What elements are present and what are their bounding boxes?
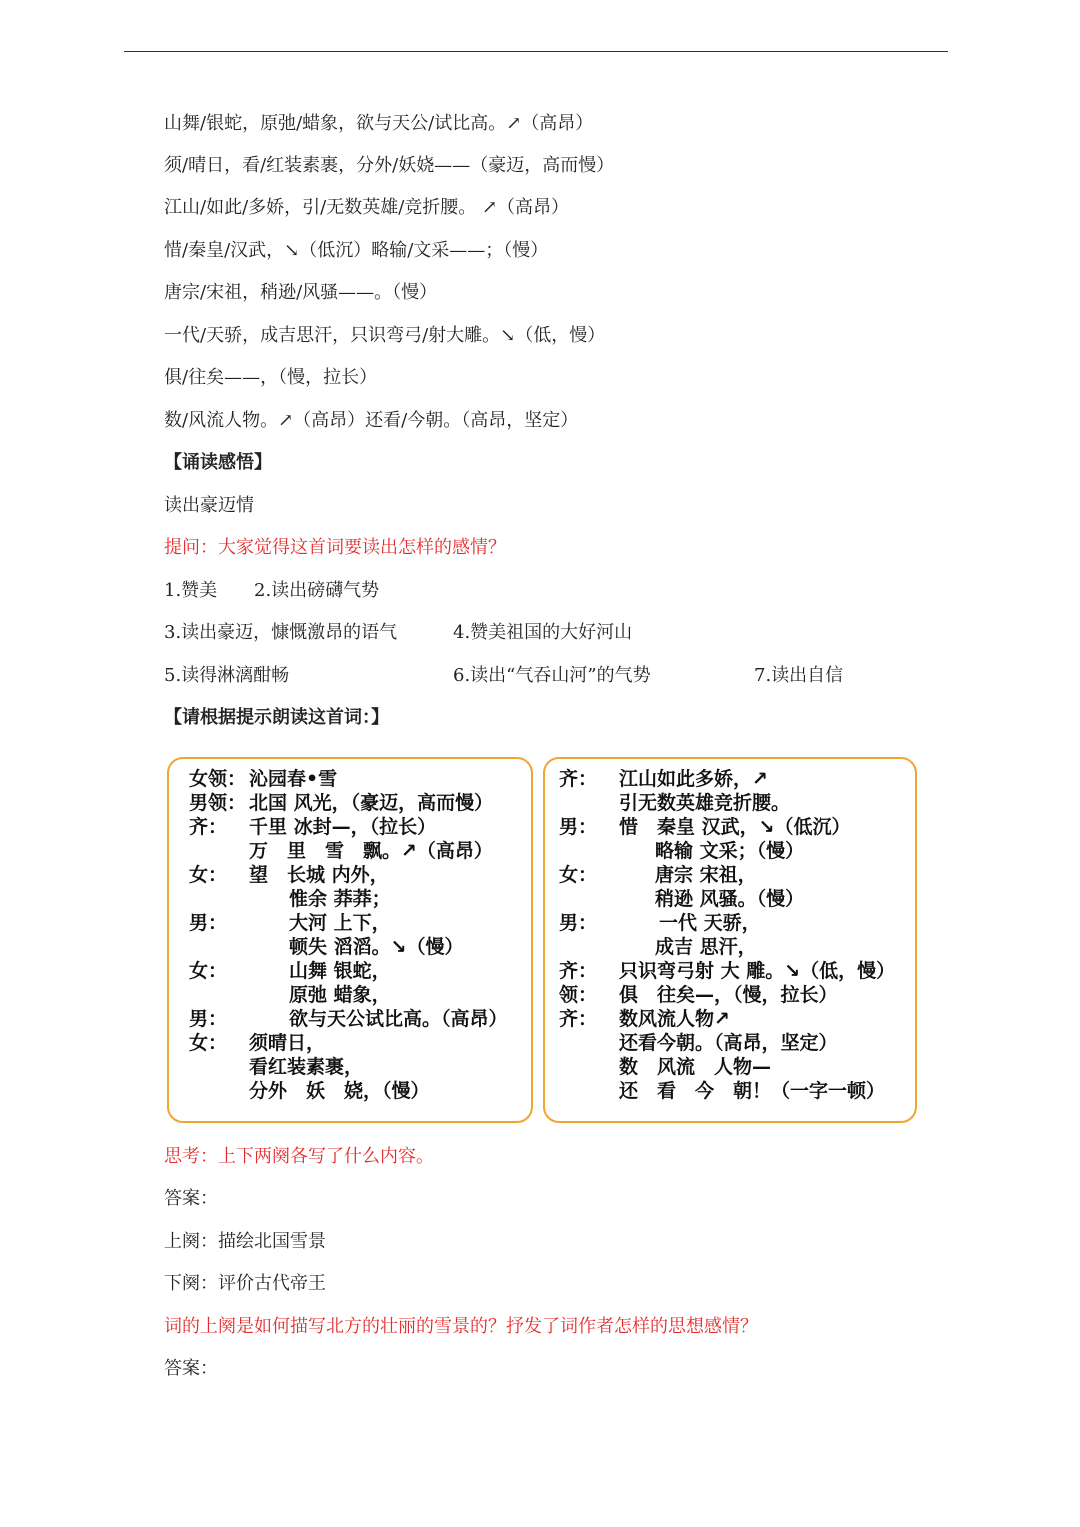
option-item: 3.读出豪迈，慷慨激昂的语气 <box>164 622 398 643</box>
answer-upper-stanza: 上阕：描绘北国雪景 <box>164 1231 326 1252</box>
guide-text: 欲与天公试比高。（高昂） <box>289 1008 508 1030</box>
reading-guide-box-left <box>167 757 533 1123</box>
poem-line: 山舞/银蛇，原弛/蜡象，欲与天公/试比高。↗（高昂） <box>164 113 594 134</box>
guide-text: 数风流人物↗ <box>619 1008 730 1030</box>
answer-label: 答案： <box>164 1188 218 1209</box>
reading-guide-box-right <box>543 757 917 1123</box>
speaker-label: 女： <box>189 1032 228 1054</box>
question-snow-scene: 词的上阕是如何描写北方的壮丽的雪景的？抒发了词作者怎样的思想感情？ <box>164 1316 758 1337</box>
guide-text: 一代 天骄， <box>659 912 761 934</box>
poem-line: 江山/如此/多娇，引/无数英雄/竞折腰。 ↗（高昂） <box>164 197 570 218</box>
guide-text: 略输 文采；（慢） <box>655 840 805 862</box>
guide-text: 引无数英雄竞折腰。 <box>619 792 791 814</box>
guide-text: 顿失 滔滔。↘（慢） <box>289 936 464 958</box>
guide-text: 成吉 思汗， <box>655 936 757 958</box>
header-rule <box>124 51 948 52</box>
guide-text: 望 长城 内外， <box>249 864 389 886</box>
guide-text: 大河 上下， <box>289 912 391 934</box>
guide-text: 惟余 莽莽； <box>289 888 391 910</box>
poem-line: 一代/天骄，成吉思汗，只识弯弓/射大雕。↘（低，慢） <box>164 325 606 346</box>
section-heading-recite: 【诵读感悟】 <box>164 452 272 473</box>
speaker-label: 男： <box>559 912 598 934</box>
speaker-label: 女领： <box>189 768 247 790</box>
guide-text: 分外 妖 娆，（慢） <box>249 1080 430 1102</box>
guide-text: 只识弯弓射 大 雕。↘（低，慢） <box>619 960 896 982</box>
speaker-label: 齐： <box>559 960 598 982</box>
option-item: 6.读出“气吞山河”的气势 <box>453 665 651 686</box>
guide-text: 原弛 蜡象， <box>289 984 391 1006</box>
section-heading-prompt: 【请根据提示朗读这首词：】 <box>164 707 389 728</box>
speaker-label: 领： <box>559 984 598 1006</box>
guide-text: 惜 秦皇 汉武，↘（低沉） <box>619 816 851 838</box>
option-item: 4.赞美祖国的大好河山 <box>453 622 633 643</box>
speaker-label: 齐： <box>189 816 228 838</box>
answer-label: 答案： <box>164 1358 218 1379</box>
poem-line: 唐宗/宋祖，稍逊/风骚——。（慢） <box>164 282 438 303</box>
guide-text: 唐宗 宋祖， <box>655 864 757 886</box>
speaker-label: 男： <box>559 816 598 838</box>
guide-text: 江山如此多娇，↗ <box>619 768 768 790</box>
speaker-label: 女： <box>189 864 228 886</box>
guide-text: 还看今朝。（高昂，坚定） <box>619 1032 838 1054</box>
guide-text: 还 看 今 朝！（一字一顿） <box>619 1080 886 1102</box>
poem-line: 数/风流人物。↗（高昂）还看/今朝。（高昂，坚定） <box>164 410 579 431</box>
answer-lower-stanza: 下阕：评价古代帝王 <box>164 1273 326 1294</box>
option-item: 1.赞美 <box>164 580 218 601</box>
poem-line: 惜/秦皇/汉武，↘（低沉）略输/文采——；（慢） <box>164 240 549 261</box>
speaker-label: 女： <box>559 864 598 886</box>
option-item: 7.读出自信 <box>754 665 844 686</box>
poem-line: 须/晴日，看/红装素裹，分外/妖娆——（豪迈，高而慢） <box>164 155 615 176</box>
guide-text: 山舞 银蛇， <box>289 960 391 982</box>
guide-text: 稍逊 风骚。（慢） <box>655 888 805 910</box>
question-feeling: 提问：大家觉得这首词要读出怎样的感情？ <box>164 537 506 558</box>
guide-text: 数 风流 人物— <box>619 1056 772 1078</box>
poem-line: 俱/往矣——，（慢，拉长） <box>164 367 378 388</box>
speaker-label: 女： <box>189 960 228 982</box>
guide-text: 沁园春•雪 <box>249 768 338 790</box>
guide-text: 俱 往矣—，（慢，拉长） <box>619 984 838 1006</box>
guide-text: 万 里 雪 飘。↗（高昂） <box>249 840 493 862</box>
speaker-label: 男领： <box>189 792 247 814</box>
option-item: 2.读出磅礴气势 <box>254 580 380 601</box>
question-content: 思考：上下两阕各写了什么内容。 <box>164 1146 434 1167</box>
speaker-label: 男： <box>189 912 228 934</box>
option-item: 5.读得淋漓酣畅 <box>164 665 290 686</box>
speaker-label: 齐： <box>559 768 598 790</box>
speaker-label: 齐： <box>559 1008 598 1030</box>
guide-text: 看红装素裹， <box>249 1056 364 1078</box>
read-feeling-text: 读出豪迈情 <box>164 495 254 516</box>
guide-text: 须晴日， <box>249 1032 326 1054</box>
guide-text: 北国 风光，（豪迈，高而慢） <box>249 792 494 814</box>
speaker-label: 男： <box>189 1008 228 1030</box>
guide-text: 千里 冰封—，（拉长） <box>249 816 437 838</box>
